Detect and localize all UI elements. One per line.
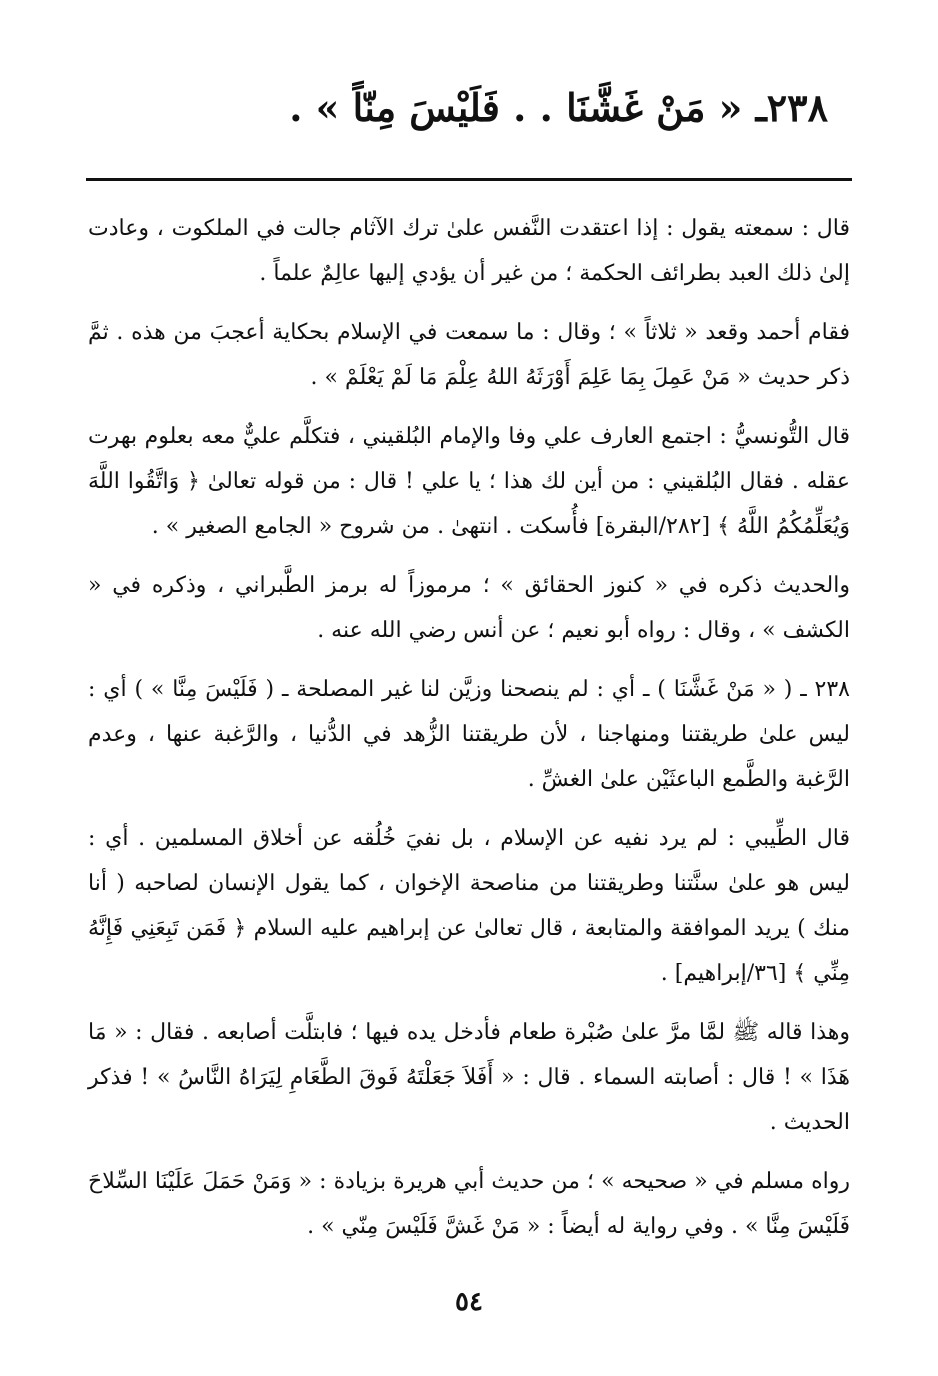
paragraph-5: ٢٣٨ ـ ( « مَنْ غَشَّنَا ) ـ أي : لم ينصحنا وزيَّن لنا غير المصلحة ـ ( فَلَيْسَ مِنَّا » ) أي : ليس علىٰ طريقتنا ومنهاجنا ، لأن طريقتنا الزُّهد في الدُّنيا ، والرَّغبة عنها ، وعدم الرَّغبة والطَّمع الباعثَيْن علىٰ الغشِّ .: [88, 677, 850, 792]
heading-rule: [86, 178, 852, 181]
commentary-body: [88, 206, 850, 1263]
paragraph-8: رواه مسلم في « صحيحه » ؛ من حديث أبي هريرة بزيادة : « وَمَنْ حَمَلَ عَلَيْنَا السِّلاحَ فَلَيْسَ مِنَّا » . وفي رواية له أيضاً : « مَنْ غَشَّ فَلَيْسَ مِنّي » .: [88, 1169, 850, 1239]
paragraph-4: والحديث ذكره في « كنوز الحقائق » ؛ مرموزاً له برمز الطَّبراني ، وذكره في « الكشف » ، وقال : رواه أبو نعيم ؛ عن أنس رضي الله عنه .: [88, 573, 850, 643]
hadith-heading: ٢٣٨ـ « مَنْ غَشَّنَا . . فَلَيْسَ مِنّاً » .: [289, 85, 828, 130]
paragraph-1: قال : سمعته يقول : إذا اعتقدت النَّفس علىٰ ترك الآثام جالت في الملكوت ، وعادت إلىٰ ذلك العبد بطرائف الحكمة ؛ من غير أن يؤدي إليها عالِمٌ علماً .: [88, 216, 850, 286]
paragraph-2: فقام أحمد وقعد « ثلاثاً » ؛ وقال : ما سمعت في الإسلام بحكاية أعجبَ من هذه . ثمَّ ذكر حديث « مَنْ عَمِلَ بِمَا عَلِمَ أَوْرَثَهُ اللهُ عِلْمَ مَا لَمْ يَعْلَمْ » .: [88, 320, 850, 390]
paragraph-6: قال الطِّيبي : لم يرد نفيه عن الإسلام ، بل نفيَ خُلُقه عن أخلاق المسلمين . أي : ليس هو علىٰ سنَّتنا وطريقتنا من مناصحة الإخوان ، كما يقول الإنسان لصاحبه ( أنا منك ) يريد الموافقة والمتابعة ، قال تعالىٰ عن إبراهيم عليه السلام ﴿ فَمَن تَبِعَنِي فَإِنَّهُ مِنِّي ﴾ [٣٦/إبراهيم] .: [88, 826, 850, 986]
page-number: ٥٤: [455, 1287, 483, 1317]
paragraph-3: قال التُّونسيُّ : اجتمع العارف علي وفا والإمام البُلقيني ، فتكلَّم عليٌّ معه بعلوم بهرت عقله . فقال البُلقيني : من أين لك هذا ؛ يا علي ! قال : من قوله تعالىٰ ﴿ وَاتَّقُوا اللَّهَ وَيُعَلِّمُكُمُ اللَّهُ ﴾ [٢٨٢/البقرة] فأُسكت . انتهىٰ . من شروح « الجامع الصغير » .: [88, 424, 850, 539]
paragraph-7: وهذا قاله ﷺ لمَّا مرَّ علىٰ صُبْرة طعام فأدخل يده فيها ؛ فابتلَّت أصابعه . فقال : « مَا هَذَا » ! قال : أصابته السماء . قال : « أَفَلاَ جَعَلْتَهُ فَوقَ الطَّعَامِ لِيَرَاهُ النَّاسُ » ! فذكر الحديث .: [88, 1020, 850, 1135]
